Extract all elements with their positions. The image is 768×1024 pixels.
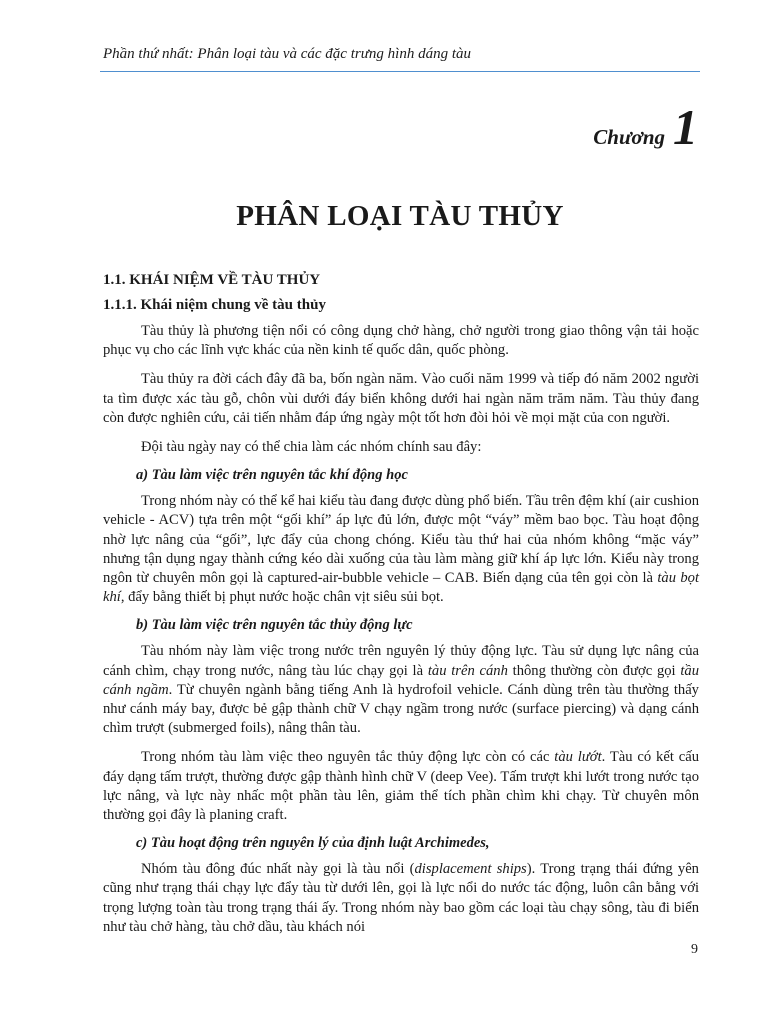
chapter-number: 1 bbox=[673, 99, 698, 155]
paragraph-history: Tàu thủy ra đời cách đây đã ba, bốn ngàn năm. Vào cuối năm 1999 và tiếp đó năm 2002 người ta tìm được xác tàu gỗ, chôn vùi dưới đáy biển không dưới hai ngàn năm trăm năm. Tàu thủy đang còn được nghiên cứu, cải tiến nhằm đáp ứng ngày một tốt hơn đòi hỏi về mọi mặt của con người. bbox=[103, 371, 699, 426]
paragraph-groups-intro: Đội tàu ngày nay có thể chia làm các nhóm chính sau đây: bbox=[141, 439, 482, 456]
text-run: Nhóm tàu đông đúc nhất này gọi là tàu nổi ( bbox=[141, 861, 415, 878]
text-run: Trong nhóm này có thể kể hai kiểu tàu đang được dùng phổ biến. Tầu trên đệm khí (air cushion vehicle - ACV) tựa trên một “gối khí” áp lực đủ lớn, được một “váy” mềm bao bọc. Tàu hoạt động nhờ lực nâng của “gối”, lực đẩy của chong chóng. Kiểu tàu thứ hai của nhóm không “mặc váy” nhưng tận dụng ngay thành cứng kéo dài xuống của tàu làm màng giữ khí áp lực lớn. Kiểu này trong ngôn từ chuyên môn gọi là captured-air-bubble vehicle – CAB. Biến dạng của tên gọi còn là bbox=[103, 493, 699, 587]
text-run: Trong nhóm tàu làm việc theo nguyên tắc thủy động lực còn có các bbox=[141, 749, 555, 766]
group-c-heading: c) Tàu hoạt động trên nguyên lý của định luật Archimedes, bbox=[136, 835, 490, 852]
group-b-heading: b) Tàu làm việc trên nguyên tắc thủy động lực bbox=[136, 617, 413, 634]
text-run: . Tàu có kết cấu đáy dạng tấm trượt, thường được gập thành hình chữ V (deep Vee). Tấm trượt khi lướt trong nước tạo lực nâng, và lực này nhấc một phần tàu lên, giảm thể tích phần chìm khi chạy. Từ chuyên môn thường gọi đây là planing craft. bbox=[103, 749, 699, 824]
page-body bbox=[103, 272, 699, 947]
group-b-paragraph-1 bbox=[103, 642, 699, 738]
text-run: . Từ chuyên ngành bằng tiếng Anh là hydrofoil vehicle. Cánh dùng trên tàu thường thấy như cánh máy bay, được bẻ gập thành chữ V chạy ngầm trong nước (surface piercing) và dạng cánh chìm trượt (submerged foils), nâng thân tàu. bbox=[103, 681, 699, 737]
section-heading: 1.1. KHÁI NIỆM VỀ TÀU THỦY bbox=[103, 272, 321, 288]
italic-term: tầu cánh ngầm bbox=[103, 662, 700, 698]
paragraph-definition: Tàu thủy là phương tiện nổi có công dụng chở hàng, chở người trong giao thông vận tải hoặc phục vụ cho các lĩnh vực khác của nền kinh tế quốc dân, quốc phòng. bbox=[103, 323, 699, 359]
page-number: 9 bbox=[691, 942, 698, 957]
group-c-paragraph bbox=[103, 860, 699, 937]
italic-term: tàu bọt khí bbox=[103, 570, 699, 606]
subsection-heading: 1.1.1. Khái niệm chung về tàu thủy bbox=[103, 297, 326, 313]
text-run: thông thường còn được gọi bbox=[507, 662, 681, 679]
italic-term: tàu lướt bbox=[554, 749, 602, 766]
group-a-paragraph bbox=[103, 492, 699, 607]
running-header: Phần thứ nhất: Phân loại tàu và các đặc trưng hình dáng tàu bbox=[103, 46, 471, 62]
header-rule bbox=[100, 71, 700, 72]
chapter-word: Chương bbox=[593, 125, 665, 149]
group-b-paragraph-2 bbox=[103, 748, 699, 825]
italic-term: tàu trên cánh bbox=[427, 662, 508, 679]
text-run: ). Trong trạng thái đứng yên cũng như trạng thái chạy lực đẩy tàu từ dưới lên, gọi là lực nổi do nước tác động, luôn cân bằng với trọng lượng toàn tàu trong trạng thái ấy. Trong nhóm này bao gồm các loại tàu chạy sông, tàu đi biển như tàu chở hàng, tàu chở dầu, tàu khách nói bbox=[103, 861, 699, 935]
italic-term: displacement ships bbox=[414, 861, 527, 878]
group-a-heading: a) Tàu làm việc trên nguyên tắc khí động học bbox=[136, 467, 408, 484]
chapter-title: PHÂN LOẠI TÀU THỦY bbox=[236, 200, 564, 232]
chapter-label bbox=[593, 98, 698, 156]
text-run: , đẩy bằng thiết bị phụt nước hoặc chân vịt siêu sủi bọt. bbox=[120, 589, 444, 606]
text-run: Tàu nhóm này làm việc trong nước trên nguyên lý thủy động lực. Tàu sử dụng lực nâng của cánh chìm, chạy trong nước, nâng tàu lúc chạy gọi là bbox=[103, 643, 699, 679]
